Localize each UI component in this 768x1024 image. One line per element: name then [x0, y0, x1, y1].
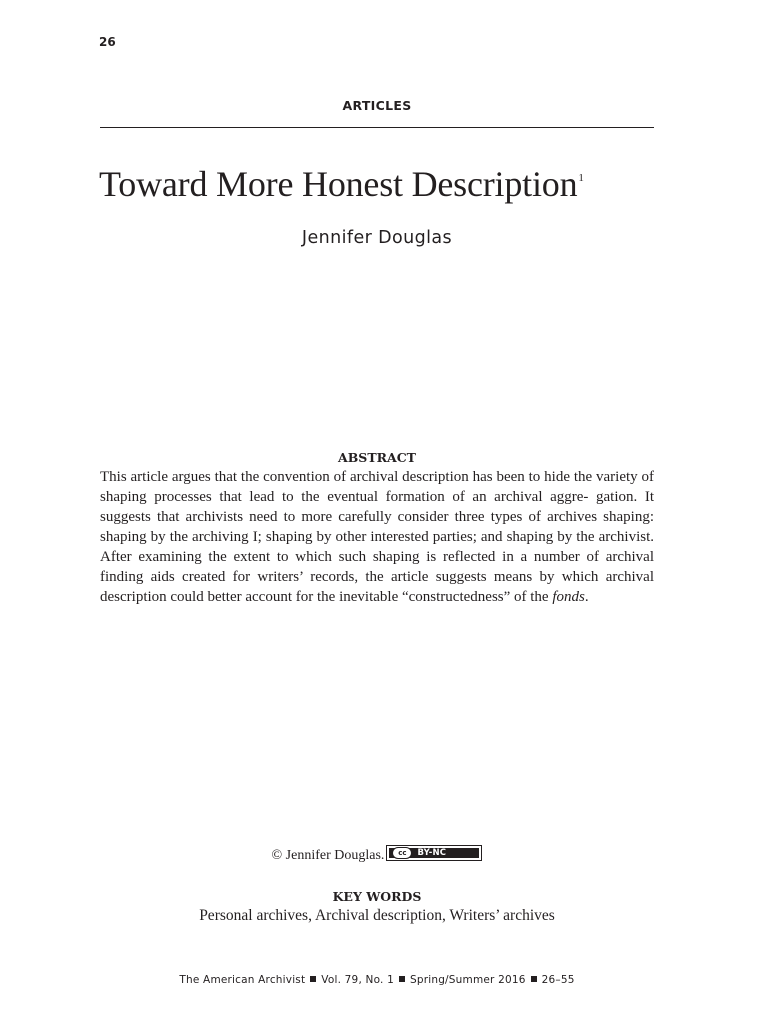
abstract-line: archives shaping: shaping by the archiving I; shaping by other interested parties; and	[100, 509, 654, 545]
cc-license-badge[interactable]	[386, 845, 482, 861]
footer-pages: 26–55	[541, 974, 575, 986]
footer-journal: The American Archivist	[179, 974, 306, 986]
copyright-notice	[100, 848, 654, 864]
footer-separator-square	[531, 976, 537, 982]
keywords-heading: KEY WORDS	[332, 889, 422, 904]
section-divider	[100, 127, 654, 128]
article-title-text: Toward More Honest Description	[99, 164, 578, 204]
abstract-heading: ABSTRACT	[338, 450, 416, 465]
abstract-body	[100, 467, 654, 607]
title-footnote-marker[interactable]: 1	[578, 172, 584, 184]
abstract-last-line-suffix: .	[584, 589, 589, 605]
abstract-line: suggests means by which archival description could better account for the inevitable	[100, 569, 654, 605]
page-footer	[100, 974, 654, 986]
abstract-last-line	[402, 589, 589, 605]
abstract-line: gation. It suggests that archivists need to more carefully consider three types of	[100, 489, 655, 525]
page-number: 26	[99, 35, 116, 49]
abstract-line: shaping by the archivist. After examining the extent to which such shaping is	[100, 529, 654, 565]
section-label: ARTICLES	[342, 98, 412, 113]
abstract-line: This article argues that the convention of archival description has been to hide the	[100, 469, 593, 485]
abstract-last-line-prefix: “constructedness” of the	[401, 589, 553, 605]
footer-separator-square	[310, 976, 316, 982]
footer-volume: Vol. 79, No. 1	[321, 974, 394, 986]
cc-license-text: BY-NC	[417, 848, 447, 858]
keywords-list: Personal archives, Archival description, Writers’ archives	[199, 907, 555, 924]
article-title	[99, 163, 584, 205]
abstract-line: reflected in a number of archival finding aids created for writers’ records, the article	[100, 549, 654, 585]
cc-icon: cc	[392, 847, 412, 859]
copyright-text: © Jennifer Douglas.	[271, 848, 385, 864]
footer-separator-square	[399, 976, 405, 982]
abstract-line: variety of shaping processes that lead to the eventual formation of an archival aggre-	[100, 469, 655, 505]
author-name: Jennifer Douglas	[301, 228, 453, 248]
footer-issue: Spring/Summer 2016	[409, 974, 526, 986]
abstract-italic-term: fonds	[552, 589, 585, 605]
